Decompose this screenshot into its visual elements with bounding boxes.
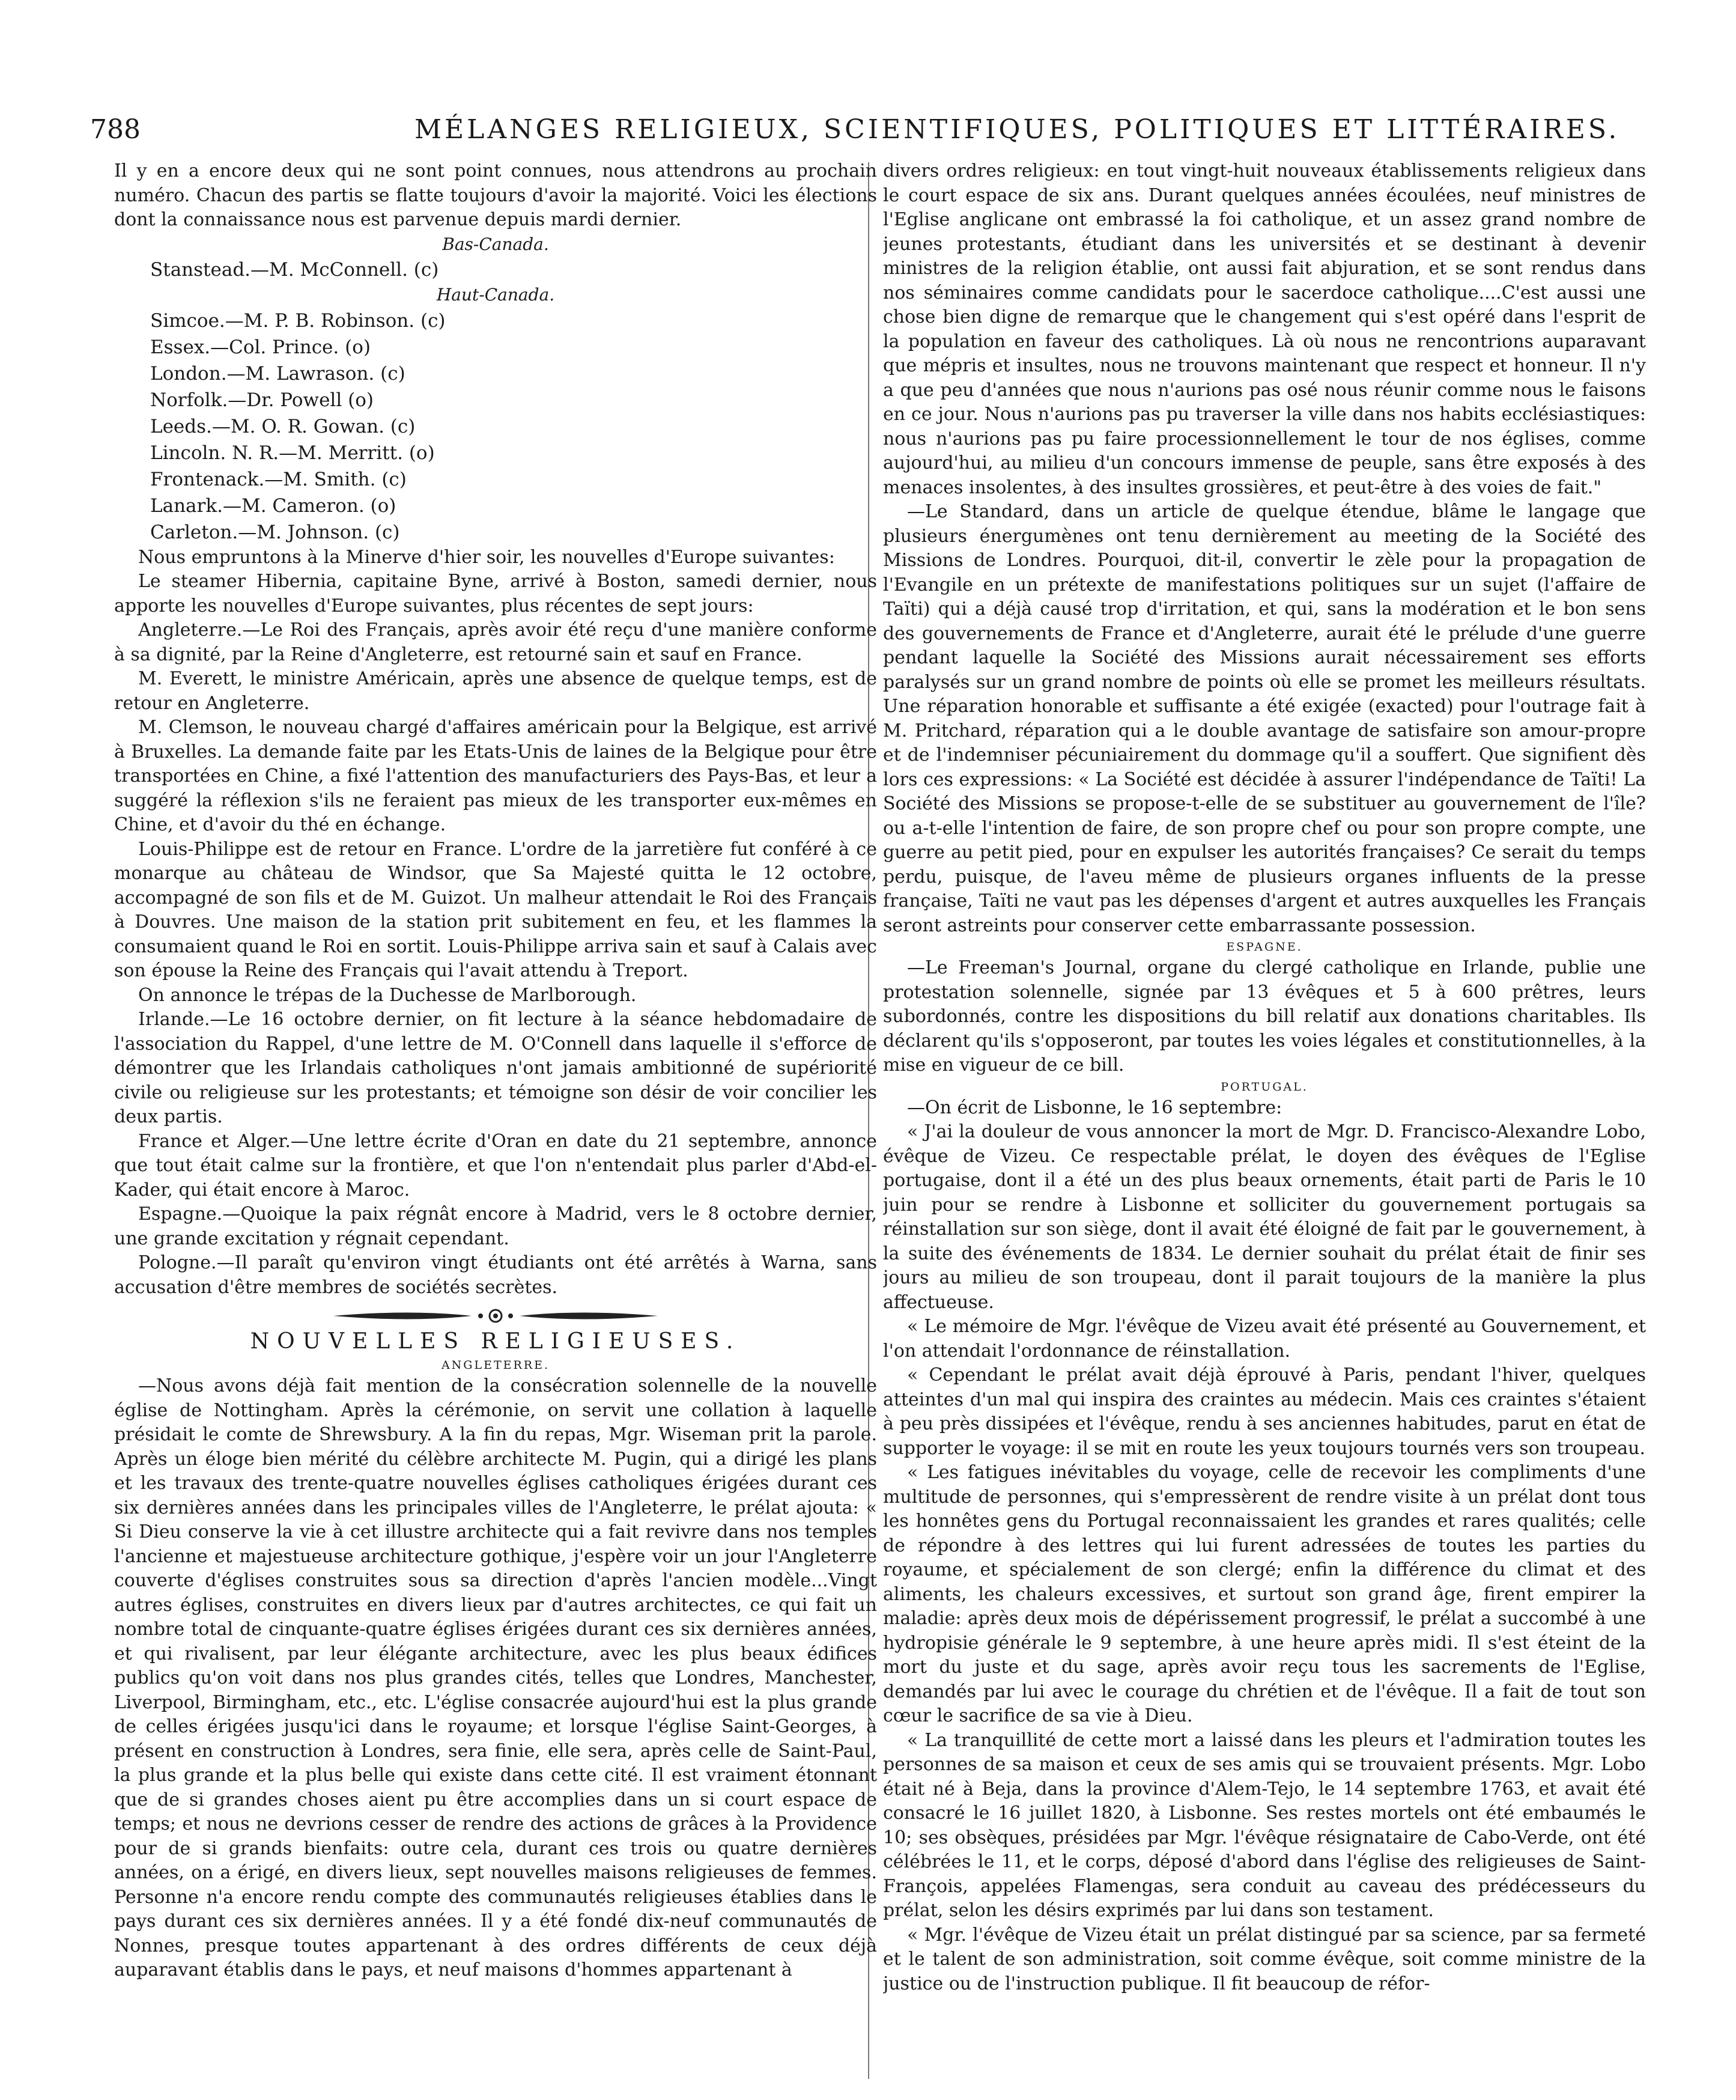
section-heading: ANGLETERRE. (441, 1359, 550, 1372)
bas-canada-heading: Bas-Canada. (442, 234, 549, 254)
election-result: Lanark.—M. Cameron. (o) (150, 495, 396, 517)
article-paragraph: « Le mémoire de Mgr. l'évêque de Vizeu avait été présenté au Gouvernement, et l'on attendait l'ordonnance de réinstallation. (883, 1316, 1646, 1362)
running-title: MÉLANGES RELIGIEUX, SCIENTIFIQUES, POLITIQUES ET LITTÉRAIRES. (414, 114, 1620, 145)
news-paragraph: Angleterre.—Le Roi des Français, après avoir été reçu d'une manière conforme à sa dignité, par la Reine d'Angleterre, est retourné sain et sauf en France. (114, 619, 877, 665)
article-paragraph: « La tranquillité de cette mort a laissé dans les pleurs et l'admiration toutes les personnes de sa maison et ceux de ses amis qui se trouvaient présents. Mgr. Lobo était né à Beja, dans la province d'Alem-Tejo, le 14 septembre 1763, et avait été consacré le 16 juillet 1820, à Lisbonne. Ses restes mortels ont été embaumés le 10; ses obsèques, présidées par Mgr. l'évêque résignataire de Cabo-Verde, ont été célébrées le 11, et le corps, déposé d'abord dans l'église des religieuses de Saint-François, appelées Flamengas, sera conduit au caveau des prédécesseurs du prélat, selon les désirs exprimés par lui dans son testament. (883, 1729, 1646, 1921)
news-paragraph: Espagne.—Quoique la paix régnât encore à Madrid, vers le 8 octobre dernier, une grande excitation y régnait cependant. (114, 1204, 877, 1249)
news-paragraph: Louis-Philippe est de retour en France. L'ordre de la jarretière fut conféré à ce monarque au château de Windsor, que Sa Majesté quitta le 12 octobre, accompagné de son fils et de M. Guizot. Un malheur attendait le Roi des Français à Douvres. Une maison de la station prit subitement en feu, et les flammes la consumaient quand le Roi en sortit. Louis-Philippe arriva sain et sauf à Calais avec son épouse la Reine des Français qui l'avait attendu à Treport. (114, 838, 877, 981)
news-paragraph: On annonce le trépas de la Duchesse de Marlborough. (138, 984, 637, 1006)
election-result: Simcoe.—M. P. B. Robinson. (c) (150, 309, 446, 332)
article-paragraph: —On écrit de Lisbonne, le 16 septembre: (907, 1097, 1282, 1118)
page-number: 788 (90, 114, 141, 145)
news-paragraph: Irlande.—Le 16 octobre dernier, on fit lecture à la séance hebdomadaire de l'association du Rappel, d'une lettre de M. O'Connell dans laquelle il s'efforce de démontrer que les Irlandais catholiques n'ont jamais ambitionné de supériorité civile ou religieuse sur les protestants; et témoigne son désir de voir concilier les deux partis. (114, 1009, 877, 1127)
news-paragraph: Le steamer Hibernia, capitaine Byne, arrivé à Boston, samedi dernier, nous apporte les nouvelles d'Europe suivantes, plus récentes de sept jours: (114, 571, 877, 616)
election-result: Stanstead.—M. McConnell. (c) (150, 259, 439, 281)
election-result: Frontenack.—M. Smith. (c) (150, 468, 407, 490)
election-result: London.—M. Lawrason. (c) (150, 362, 405, 385)
election-result: Norfolk.—Dr. Powell (o) (150, 389, 374, 411)
article-paragraph: « Mgr. l'évêque de Vizeu était un prélat distingué par sa science, par sa fermeté et le talent de son administration, soit comme évêque, soit comme ministre de la justice ou de l'instruction publique. Il fit beaucoup de réfor- (883, 1924, 1646, 1994)
article-paragraph: —Le Standard, dans un article de quelque étendue, blâme le langage que plusieurs énergumènes ont tenu dernièrement au meeting de la Société des Missions de Londres. Pourquoi, dit-il, convertir le zèle pour la propagation de l'Evangile en un prétexte de manifestations politiques sur un sujet (l'affaire de Taïti) qui a déjà causé trop d'irritation, et qui, sans la modération et le bon sens des gouvernements de France et d'Angleterre, aurait été le prélude d'une guerre pendant laquelle la Société des Missions aurait nécessairement ses efforts paralysés sur un grand nombre de points où elle se promet les meilleurs résultats. Une réparation honorable et suffisante a été exigée (exacted) pour l'outrage fait à M. Pritchard, réparation qui a le double avantage de satisfaire son amour-propre et de l'indemniser pécuniairement du dommage qu'il a souffert. Que signifient dès lors ces expressions: « La Société est décidée à assurer l'indépendance de Taïti! La Société des Missions se propose-t-elle de se substituer au gouvernement de l'île? ou a-t-elle l'intention de faire, de son propre chef ou pour son propre compte, une guerre au petit pied, pour en expulser les autorités françaises? Ce serait du temps perdu, puisque, de l'aveu même de plusieurs organes influents de la presse française, Taïti ne vaut pas les dépenses d'argent et autres auxquelles les Français seront astreints pour conserver cette embarrassante possession. (883, 501, 1646, 936)
election-result: Carleton.—M. Johnson. (c) (150, 521, 400, 543)
article-paragraph: « Cependant le prélat avait déjà éprouvé à Paris, pendant l'hiver, quelques atteintes d'un mal qui inspira des craintes au médecin. Mais ces craintes s'étaient à peu près dissipées et l'évêque, rendu à ses anciennes habitudes, parut en état de supporter le voyage: il se mit en route les yeux toujours tournés vers son troupeau. (883, 1365, 1646, 1459)
ornamental-divider (327, 1308, 664, 1324)
section-heading: ESPAGNE. (1226, 940, 1303, 954)
section-heading: PORTUGAL. (1221, 1080, 1308, 1094)
news-paragraph: M. Clemson, le nouveau chargé d'affaires américain pour la Belgique, est arrivé à Bruxelles. La demande faite par les Etats-Unis de laines de la Belgique pour être transportées en Chine, a fixé l'attention des manufacturiers des Pays-Bas, et leur a suggéré la réflexion s'ils ne feraient pas mieux de les transporter eux-mêmes en Chine, et d'avoir du thé en échange. (114, 717, 877, 835)
left-column (114, 159, 877, 2088)
article-paragraph: divers ordres religieux: en tout vingt-huit nouveaux établissements religieux dans le court espace de six ans. Durant quelques années écoulées, neuf ministres de l'Eglise anglicane ont embrassé la foi catholique, et un assez grand nombre de jeunes protestants, étudiant dans les universités et se destinant à devenir ministres de la religion établie, ont aussi fait abjuration, et se sont rendus dans nos séminaires comme candidats pour le sacerdoce catholique....C'est aussi une chose bien digne de remarque que le changement qui s'est opéré dans l'esprit de la population en faveur des catholiques. Là où nous ne rencontrions auparavant que mépris et insultes, nous ne trouvons maintenant que respect et honneur. Il n'y a que peu d'années que nous n'aurions pas osé nous réunir comme nous le faisons en ce jour. Nous n'aurions pas pu traverser la ville dans nos habits ecclésiastiques: nous n'aurions pas pu faire processionnellement le tour de nos églises, comme aujourd'hui, au milieu d'un concours immense de peuple, sans être exposés à des menaces insolentes, à des insultes grossières, et peut-être à des voies de fait." (883, 160, 1646, 498)
article-paragraph: « Les fatigues inévitables du voyage, celle de recevoir les compliments d'une multitude de personnes, qui s'empressèrent de rendre visite à un prélat dont tous les honnêtes gens du Portugal reconnaissaient les grandes et rares qualités; celle de répondre à des lettres qui lui furent adressées de toutes les parties du royaume, et spécialement de son clergé; enfin la différence du climat et des aliments, les chaleurs excessives, et surtout son grand âge, firent empirer la maladie: après deux mois de dépérissement progressif, le prélat a succombé à une hydropisie générale le 9 septembre, à une heure après midi. Il s'est éteint de la mort du juste et du sage, après avoir reçu tous les sacrements de l'Eglise, demandés par lui avec le courage du chrétien et de l'évêque. Il a fait de tout son cœur le sacrifice de sa vie à Dieu. (883, 1462, 1646, 1726)
news-paragraph: Pologne.—Il paraît qu'environ vingt étudiants ont été arrêtés à Warna, sans accusation d'être membres de sociétés secrètes. (114, 1252, 877, 1298)
news-paragraph: France et Alger.—Une lettre écrite d'Oran en date du 21 septembre, annonce que tout était calme sur la frontière, et que l'on n'entendait plus parler d'Abd-el-Kader, qui était encore à Maroc. (114, 1130, 877, 1201)
election-result: Leeds.—M. O. R. Gowan. (c) (150, 415, 416, 437)
election-result: Essex.—Col. Prince. (o) (150, 336, 371, 358)
section-title: NOUVELLES RELIGIEUSES. (250, 1329, 741, 1354)
news-paragraph: M. Everett, le ministre Américain, après une absence de quelque temps, est de retour en Angleterre. (114, 668, 877, 714)
election-result: Lincoln. N. R.—M. Merritt. (o) (150, 442, 435, 464)
article-paragraph: —Nous avons déjà fait mention de la consécration solennelle de la nouvelle église de Nottingham. Après la cérémonie, on servit une collation à laquelle présidait le comte de Shrewsbury. A la fin du repas, Mgr. Wiseman prit la parole. Après un éloge bien mérité du célèbre architecte M. Pugin, qui a dirigé les plans et les travaux des trente-quatre nouvelles églises catholiques érigées durant ces six dernières années dans les principales villes de l'Angleterre, le prélat ajouta: « Si Dieu conserve la vie à cet illustre architecte qui a fait revivre dans nos temples l'ancienne et majestueuse architecture gothique, j'espère voir un jour l'Angleterre couverte d'églises construites sous sa direction d'après l'ancien modèle...Vingt autres églises, construites en divers lieux par d'autres architectes, ce qui fait un nombre total de cinquante-quatre églises érigées durant ces six dernières années, et qui rivalisent, par leur élégante architecture, avec les plus beaux édifices publics qu'on voit dans nos plus grandes cités, telles que Londres, Manchester, Liverpool, Birmingham, etc., etc. L'église consacrée aujourd'hui est la plus grande de celles érigées jusqu'ici dans le royaume; et lorsque l'église Saint-Georges, à présent en construction à Londres, sera finie, elle sera, après celle de Saint-Paul, la plus grande et la plus belle qui existe dans cette cité. Il est vraiment étonnant que de si grandes choses aient pu être accomplies dans un si court espace de temps; et nous ne devrions cesser de rendre des actions de grâces à la Providence pour de si grands bienfaits: outre cela, durant ces trois ou quatre dernières années, on a érigé, en divers lieux, sept nouvelles maisons religieuses de femmes. Personne n'a encore rendu compte des communautés religieuses établies dans le pays durant ces six dernières années. Il y a été fondé dix-neuf communautés de Nonnes, presque toutes appartenant à des ordres différents de ceux déjà auparavant établis dans le pays, et neuf maisons d'hommes appartenant à (114, 1375, 877, 1980)
intro-paragraph: Il y en a encore deux qui ne sont point connues, nous attendrons au prochain numéro. Chacun des partis se flatte toujours d'avoir la majorité. Voici les élections dont la connaissance nous est parvenue depuis mardi dernier. (114, 160, 877, 230)
right-column (883, 159, 1646, 2088)
page-header (90, 114, 1652, 162)
haut-canada-heading: Haut-Canada. (436, 285, 555, 305)
article-paragraph: —Le Freeman's Journal, organe du clergé catholique en Irlande, publie une protestation solennelle, signée par 13 évêques et 5 à 600 prêtres, leurs subordonnés, contre les dispositions du bill relatif aux donations charitables. Ils déclarent qu'ils s'opposeront, par toutes les voies légales et constitutionnelles, à la mise en vigueur de ce bill. (883, 957, 1646, 1076)
article-paragraph: « J'ai la douleur de vous annoncer la mort de Mgr. D. Francisco-Alexandre Lobo, évêque de Vizeu. Ce respectable prélat, le doyen des évêques de l'Eglise portugaise, dont il a été un des plus beaux ornements, était parti de Paris le 10 juin pour se rendre à Lisbonne et solliciter du gouvernement portugais sa réinstallation sur son siège, dont il avait été éloigné de fait par le gouvernement, à la suite des événements de 1834. Le dernier souhait du prélat était de finir ses jours au milieu de son troupeau, dont il parait toujours de la manière la plus affectueuse. (883, 1121, 1646, 1313)
news-paragraph: Nous empruntons à la Minerve d'hier soir, les nouvelles d'Europe suivantes: (138, 546, 835, 568)
